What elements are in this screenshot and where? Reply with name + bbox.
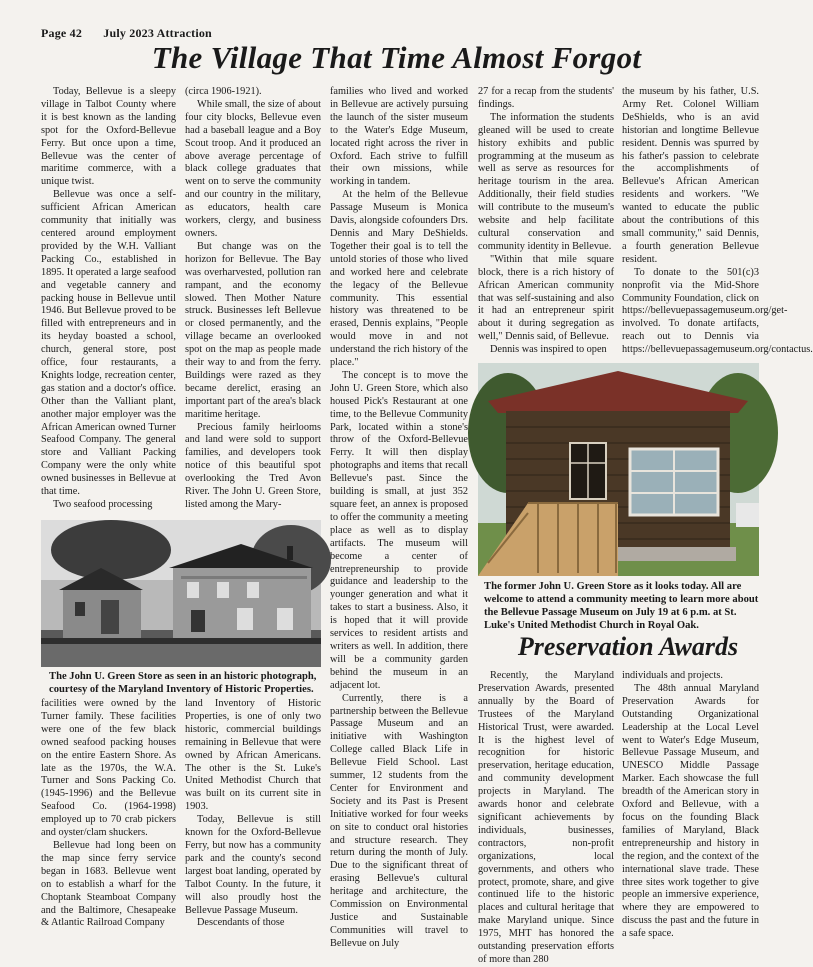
paragraph: the museum by his father, U.S. Army Ret. Colonel William DeShields, who is an avid historian and longtime Bellevue resident. Dennis was spurred by his father's passion to celebrate the accomplishments of Bellevue's African American residents and workers. "We wanted to educate the public about the contributions of this small community," said Dennis, a fourth generation Bellevue resident. [622,86,759,265]
column-5-top [622,86,813,357]
column-4-top [478,86,614,357]
current-store-image [478,363,759,576]
paragraph: 27 for a recap from the students' findings. [478,86,614,110]
column-5-bottom [622,670,759,941]
paragraph: At the helm of the Bellevue Passage Museum is Monica Davis, alongside cofounders Drs. Dennis and Mary DeShields. Together their goal is to tell the untold stories of those who lived and worked here and celebrate the legacy of the Bellevue community. This essential history was threatened to be erased, Dennis explains, "People would move in and not understand the rich history of the place." [330,189,468,369]
page-number: Page 42 [41,26,83,40]
headline: The Village That Time Almost Forgot [151,40,642,75]
paragraph: Dennis was inspired to open [490,344,607,356]
current-store-photo [478,363,759,576]
paragraph: To donate to the 501(c)3 nonprofit via the Mid-Shore Community Foundation, click on https://bellevuepassagemuseum.org/get-involved. To donate artifacts, reach out to Dennis via https://bellevuepassagemuseum.org/contactus. [622,266,813,356]
paragraph: Bellevue was once a self-sufficient African American community that initially was centered around employment provided by the W.H. Valliant Packing Co., established in 1895. It operated a large seafood and vegetable cannery and packing house in Bellevue until 1946. But Bellevue proved to be filled with entrepreneurs and in its heyday boasted a school, church, general store, post office, four restaurants, a Knights lodge, recreation center, gas station and a doctor's office. Other than the Valliant plant, another major employer was the African American owned Turner Seafood Company. The general store and Valliant Packing Company were the only white owned businesses in Bellevue at that time. [41,189,176,498]
caption-current-photo: The former John U. Green Store as it looks today. All are welcome to attend a community meeting to learn more about the Bellevue Passage Museum on July 19 at 6 p.m. at St. Luke's United Methodist Church in Royal Oak. [484,581,759,631]
paragraph: Currently, there is a partnership between the Bellevue Passage Museum and an initiative with Washington College called Black Life in Bellevue Field School. Last summer, 12 students from the Center for Environment and Society and its Past is Present Initiative worked for four weeks on site to conduct oral histories and structure research. They return during the month of July. Due to the significant threat of erasing Bellevue's cultural heritage and architecture, the Commission on Environmental Justice and Sustainable Communities will travel to Bellevue on July [330,692,468,949]
paragraph: facilities were owned by the Turner family. These facilities were one of the few black owned seafood packing houses on the entire Eastern Shore. As late as the 1970s, the W.A. Turner and Sons Packing Co. (1945-1996) and the Bellevue Seafood Co. (1964-1998) employed up to 70 crab pickers and oyster/clam shuckers. [41,698,176,839]
paragraph: (circa 1906-1921). [185,86,262,97]
paragraph: "Within that mile square block, there is a rich history of African American community that was self-sustaining and also it had an entrepreneur spirit about it during segregation as well," Dennis said, of Bellevue. [478,253,614,343]
column-1-top [41,86,176,512]
paragraph: families who lived and worked in Bellevue are actively pursuing the launch of the sister museum to the Water's Edge Museum, located right across the river in Oxford. Each strive to fulfill their own missions, while working in tandem. [330,86,468,188]
historic-store-photo [41,520,321,667]
paragraph: Bellevue had long been on the map since ferry service began in 1683. Bellevue went on to establish a wharf for the Choptank Steamboat Company and the Baltimore, Chesapeake & Atlantic Railroad Company [41,839,176,929]
paragraph: The information the students gleaned will be used to create history exhibits and public programming at the museum as well as serve as resources for heritage tourism in the area. Additionally, their field studies will contribute to the museum's website and help facilitate cultural conservation and community identity in Bellevue. [478,111,614,252]
page-header [41,26,230,41]
paragraph: Precious family heirlooms and land were sold to support families, and developers took notice of this beautiful spot overlooking the Tred Avon River. The John U. Green Store, listed among the Mary- [185,421,321,510]
historic-store-image [41,520,321,667]
paragraph: The 48th annual Maryland Preservation Awards for Outstanding Organizational Leadership at the Local Level went to Water's Edge Museum, Bellevue Passage Museum, and UNESCO Middle Passage Marker. Each showcase the full breadth of the American story in Oxford and Bellevue, with a focus on the founding Black families of Maryland, Black entrepreneurship and history in the region, and the context of the international slave trade. These three sites work together to give people an immersive experience, where they are empowered to discuss the past and the future in a safe space. [622,682,759,940]
column-2-bottom [185,698,321,930]
paragraph: Recently, the Maryland Preservation Awards, presented annually by the Board of Trustees of the Maryland Historical Trust, were awarded. It is the highest level of recognition for historic preservation, heritage education, and community development projects in Maryland. The awards honor and celebrate significant achievements by individuals, businesses, contractors, non-profit organizations, local governments, and others who protect, promote, share, and give continued life to the historic places and cultural heritage that make Maryland unique. Since 1975, MHT has honored the outstanding preservation efforts of more than 280 [478,670,614,965]
paragraph: land Inventory of Historic Properties, is one of only two historic, commercial buildings remaining in Bellevue that were owned by African Americans. The other is the St. Luke's United Methodist Church that was built on its current site in 1903. [185,698,321,813]
column-2-top [185,86,321,512]
issue-label: July 2023 Attraction [103,26,212,40]
section-title: Preservation Awards [517,632,739,661]
paragraph: But change was on the horizon for Bellevue. The Bay was overharvested, pollution ran rampant, and the economy slowed. Then Mother Nature struck. Businesses left Bellevue or closed permanently, and the village became an overlooked spot on the map as people made their way to and from the ferry. Buildings were razed as they became derelict, erasing an important part of the area's black maritime heritage. [185,240,321,420]
column-1-bottom [41,698,176,930]
paragraph: Descendants of those [197,917,285,929]
paragraph: The concept is to move the John U. Green Store, which also housed Pick's Restaurant at one time, to the Bellevue Community Park, located within a stone's throw of the Oxford-Bellevue Ferry. It will then display photographs and items that recall Bellevue's past. Since the building is small, at just 352 square feet, an annex is proposed to offer the community a meeting place as well as to display artifacts. The museum will become a center of entrepreneurship to provide guidance and leadership to the younger generation and what it takes to start a business. Also, it is hoped that it will provide services to resident artists and writers as well. In addition, there will be a community garden behind the museum in an adjacent lot. [330,369,468,691]
paragraph: Two seafood processing [53,499,153,510]
paragraph: While small, the size of about four city blocks, Bellevue even had a baseball league and a Boy Scout troop. And it produced an above average percentage of black college graduates that went on to serve the community and our country in the military, as educators, health care workers, clergy, and business owners. [185,98,321,239]
column-4-bottom [478,670,614,967]
column-3 [330,86,468,951]
paragraph: individuals and projects. [622,670,723,681]
caption-historic-photo: The John U. Green Store as seen in an historic photograph, courtesy of the Maryland Inventory of Historic Properties. [49,671,317,695]
paragraph: Today, Bellevue is a sleepy village in Talbot County where it is best known as the landing spot for the Oxford-Bellevue Ferry. But once upon a time, Bellevue was the center of maritime commerce, with a unique twist. [41,86,176,188]
paragraph: Today, Bellevue is still known for the Oxford-Bellevue Ferry, but now has a community park and the county's second largest boat landing, operated by Talbot County. In the future, it will also proudly host the Bellevue Passage Museum. [185,814,321,916]
